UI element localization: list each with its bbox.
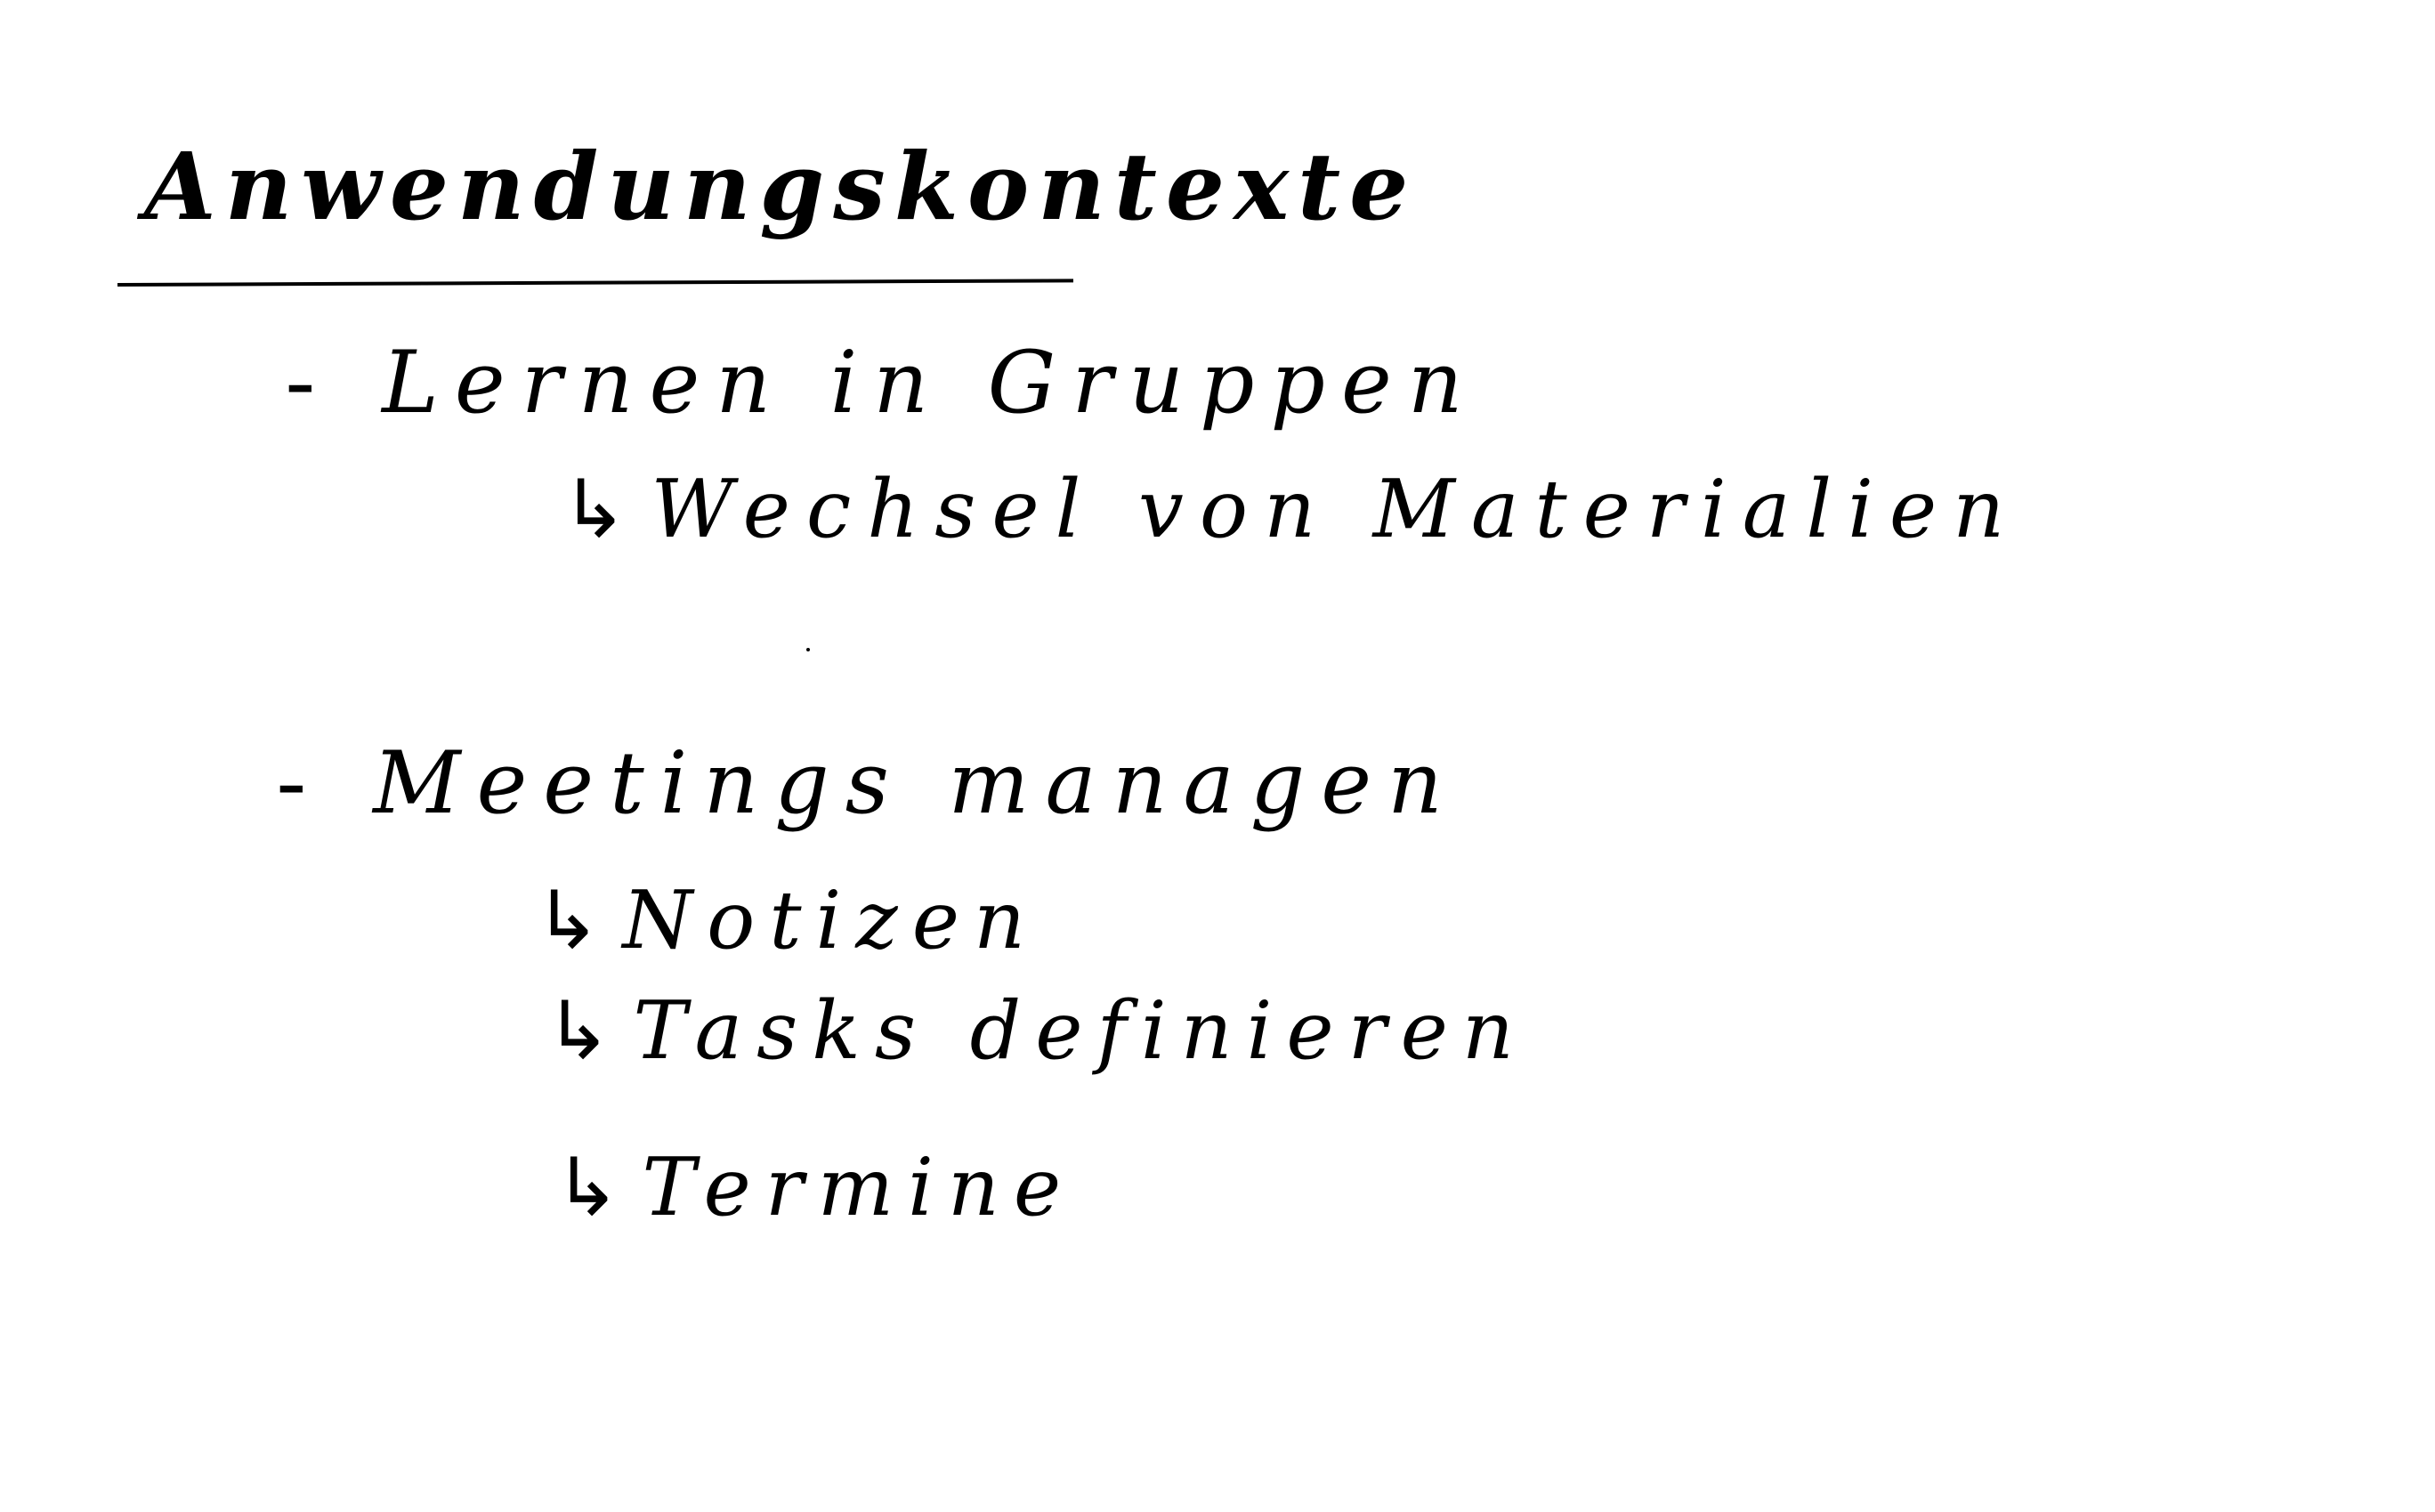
page-title: Anwendungskontexte xyxy=(144,132,1418,241)
arrow-return-icon: ↳ xyxy=(554,1141,635,1234)
list-item-label: Meetings managen xyxy=(373,733,1459,833)
sub-item-termine xyxy=(554,1141,1076,1234)
sub-item-notizen xyxy=(534,874,1040,967)
stray-ink-dot xyxy=(806,648,810,651)
sub-item-label: Termine xyxy=(642,1141,1076,1234)
list-item-label: Lernen in Gruppen xyxy=(382,333,1479,433)
arrow-return-icon: ↳ xyxy=(534,874,616,967)
sub-item-label: Tasks definieren xyxy=(633,984,1528,1078)
sub-item-label: Wechsel von Materialien xyxy=(651,463,2021,556)
title-underline xyxy=(117,279,1073,287)
sub-item-label: Notizen xyxy=(622,874,1040,967)
sub-item-wechsel xyxy=(561,463,2021,556)
arrow-return-icon: ↳ xyxy=(545,984,627,1078)
sub-item-tasks xyxy=(545,984,1528,1078)
list-item-meetings xyxy=(276,733,1459,833)
list-item-lernen xyxy=(285,333,1479,433)
dash-bullet: - xyxy=(285,333,332,433)
arrow-return-icon: ↳ xyxy=(561,463,644,556)
dash-bullet: - xyxy=(276,733,323,833)
